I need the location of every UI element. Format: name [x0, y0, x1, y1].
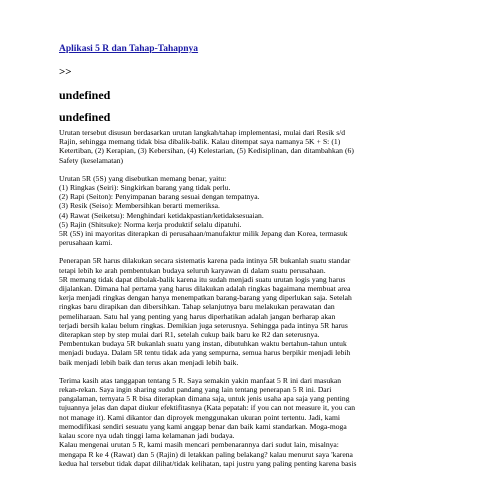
text-line: Penerapan 5R harus dilakukan secara sistematis karena pada intinya 5R bukanlah suatu standar — [59, 256, 351, 266]
breadcrumb-arrow: >> — [59, 66, 72, 78]
text-line: kerja menjadi ringkas dengan hanya menempatkan barang-barang yang diperlukan saja. Setelah — [59, 293, 352, 303]
text-line: (4) Rawat (Seiketsu): Menghindari ketidakpastian/ketidaksesuaian. — [59, 210, 264, 220]
text-line: tujuannya jelas dan dapat diukur efektifitasnya (Kata pepatah: if you can not measure it, you can — [59, 403, 356, 413]
text-line: rekan-rekan. Saya ingin sharing sudut pandang yang lain tentang penerapan 5 R ini. Dari — [59, 385, 332, 395]
text-line: Urutan 5R (5S) yang disebutkan memang benar, yaitu: — [59, 173, 227, 183]
heading-1: undefined — [59, 88, 111, 102]
text-line: mengapa R ke 4 (Rawat) dan 5 (Rajin) di letakkan paling belakang? kalau menurut saya 'karena — [59, 449, 353, 459]
text-line: kedua hal tersebut tidak dapat dilihat/tidak kelihatan, tapi justru yang paling penting karena basis — [59, 458, 357, 468]
text-line: (1) Ringkas (Seiri): Singkirkan barang yang tidak perlu. — [59, 183, 231, 193]
text-line: (3) Resik (Seiso): Membersihkan berarti memeriksa. — [59, 201, 220, 211]
text-line: baik menjadi lebih baik dan terus akan menjadi lebih baik. — [59, 357, 239, 367]
text-line: diterapkan step by step mulai dari R1, setelah cukup baik baru ke R2 dan seterusnya. — [59, 330, 320, 340]
paragraph-4 — [59, 376, 445, 468]
text-line: menjadi budaya. Dalam 5R tentu tidak ada yang sempurna, semua harus berpikir menjadi lebih — [59, 348, 351, 358]
text-line: dijalankan. Dimana hal pertama yang harus dilakukan adalah ringkas bagaimana membuat area — [59, 284, 351, 294]
heading-2: undefined — [59, 110, 111, 124]
text-line: (5) Rajin (Shitsuke): Norma kerja produktif selalu dipatuhi. — [59, 219, 242, 229]
text-line: ringkas baru dirapikan dan dibersihkan. Tahap selanjutnya baru melakukan perawatan dan — [59, 302, 335, 312]
text-line: perusahaan kami. — [59, 238, 113, 248]
article-title-link[interactable]: Aplikasi 5 R dan Tahap-Tahapnya — [59, 44, 199, 54]
text-line: pangalaman, ternyata 5 R bisa diterapkan dimana saja, untuk jenis usaha apa saja yang penting — [59, 394, 350, 404]
paragraph-2 — [59, 174, 445, 248]
text-line: pemeliharaan. Satu hal yang penting yang harus diperhatikan adalah jangan berharap akan — [59, 311, 336, 321]
text-line: Ketertiban, (2) Kerapian, (3) Kebersihan, (4) Kelestarian, (5) Kedisiplinan, dan ditambahkan (6) — [59, 146, 354, 156]
text-line: Urutan tersebut disusun berdasarkan urutan langkah/tahap implementasi, mulai dari Resik s/d — [59, 128, 346, 137]
text-line: (2) Rapi (Seiton): Penyimpanan barang sesuai dengan tempatnya. — [59, 192, 260, 202]
text-line: 5R (5S) ini mayoritas diterapkan di perusahaan/manufaktur milik Jepang dan Korea, termasuk — [59, 229, 348, 239]
text-line: memodifikasi sendiri sesuatu yang kami anggap benar dan baik kami standarkan. Moga-moga — [59, 421, 347, 431]
text-line: terjadi bersih kalau belum ringkas. Demikian juga seterusnya. Sehingga pada intinya 5R harus — [59, 320, 348, 330]
text-line: Safety (keselamatan) — [59, 155, 124, 165]
paragraph-1 — [59, 128, 445, 165]
article-body — [59, 128, 445, 477]
text-line: tetapi lebih ke arah pembentukan budaya seluruh karyawan di dalam suatu perusahaan. — [59, 265, 326, 275]
paragraph-3 — [59, 256, 445, 366]
text-line: kalau score nya udah tinggi lama kelamanan jadi budaya. — [59, 431, 235, 441]
text-line: Terima kasih atas tanggapan tentang 5 R. Saya semakin yakin manfaat 5 R ini dari masukan — [59, 375, 342, 385]
text-line: not manage it). Kami dikantor dan diproyek menggunakan ukuran point tertentu. Jadi, kami — [59, 412, 340, 422]
text-line: Kalau mengenai urutan 5 R, kami masih mencari pembenarannya dari sudut lain, misalnya: — [59, 440, 339, 450]
text-line: 5R memang tidak dapat dibolak-balik karena itu sudah menjadi suatu urutan logis yang harus — [59, 274, 346, 284]
text-line: Pembentukan budaya 5R bukanlah suatu yang instan, dibutuhkan waktu bertahun-tahun untuk — [59, 339, 347, 349]
text-line: Rajin, sehingga memang tidak bisa dibalik-balik. Kalau ditempat saya namanya 5K + S: (1) — [59, 137, 341, 147]
